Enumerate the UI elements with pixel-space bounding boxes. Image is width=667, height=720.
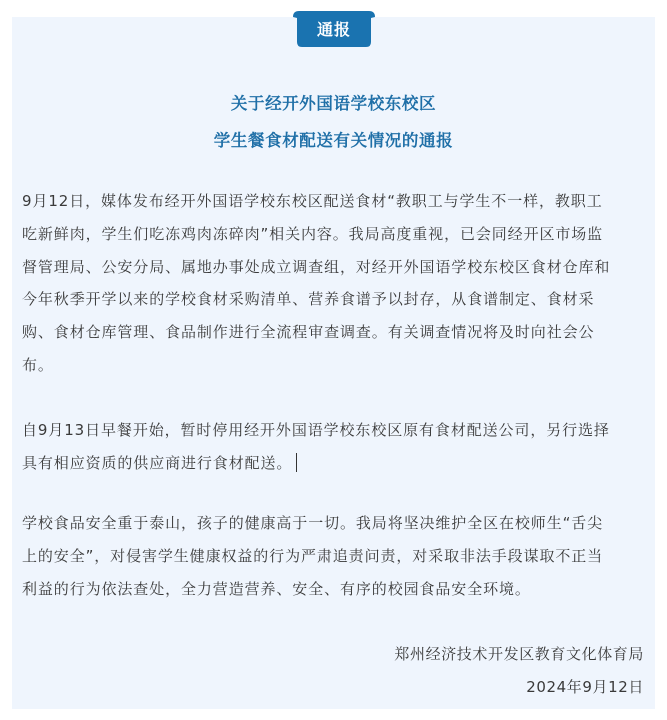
signature-date: 2024年9月12日: [526, 678, 644, 696]
signature-organization: 郑州经济技术开发区教育文化体育局: [394, 645, 644, 663]
text-line: 自9月13日早餐开始，暂时停用经开外国语学校东校区原有食材配送公司，另行选择: [22, 421, 610, 439]
paragraph-food-safety: [22, 507, 648, 605]
text-cursor: [296, 453, 297, 472]
text-line: 具有相应资质的供应商进行食材配送。: [22, 453, 293, 472]
paragraph-supplier-change: [22, 414, 648, 480]
paragraph-investigation: [22, 185, 648, 382]
text-line: 上的安全”，对侵害学生健康权益的行为严肃追责问责，对采取非法手段谋取不正当: [22, 546, 604, 565]
notice-badge: [293, 10, 375, 48]
notice-title-line-2: 学生餐食材配送有关情况的通报: [213, 131, 454, 150]
text-line-with-cursor[interactable]: [22, 447, 648, 480]
text-line: 布。: [22, 355, 54, 374]
badge-label: 通报: [316, 20, 351, 39]
text-line: 9月12日，媒体发布经开外国语学校东校区配送食材“教职工与学生不一样，教职工: [22, 192, 603, 210]
text-line: 吃新鲜肉，学生们吃冻鸡肉冻碎肉”相关内容。我局高度重视，已会同经开区市场监: [22, 224, 604, 243]
text-line: 购、食材仓库管理、食品制作进行全流程审查调查。有关调查情况将及时向社会公: [22, 323, 595, 342]
notice-title-line-1: 关于经开外国语学校东校区: [230, 94, 437, 113]
text-line: 督管理局、公安分局、属地办事处成立调查组，对经开外国语学校东校区食材仓库和: [22, 257, 611, 276]
text-line: 今年秋季开学以来的学校食材采购清单、营养食谱予以封存，从食谱制定、食材采: [22, 290, 595, 309]
text-line: 学校食品安全重于泰山，孩子的健康高于一切。我局将坚决维护全区在校师生“舌尖: [22, 514, 604, 532]
text-line: 利益的行为依法查处，全力营造营养、安全、有序的校园食品安全环境。: [22, 579, 531, 598]
